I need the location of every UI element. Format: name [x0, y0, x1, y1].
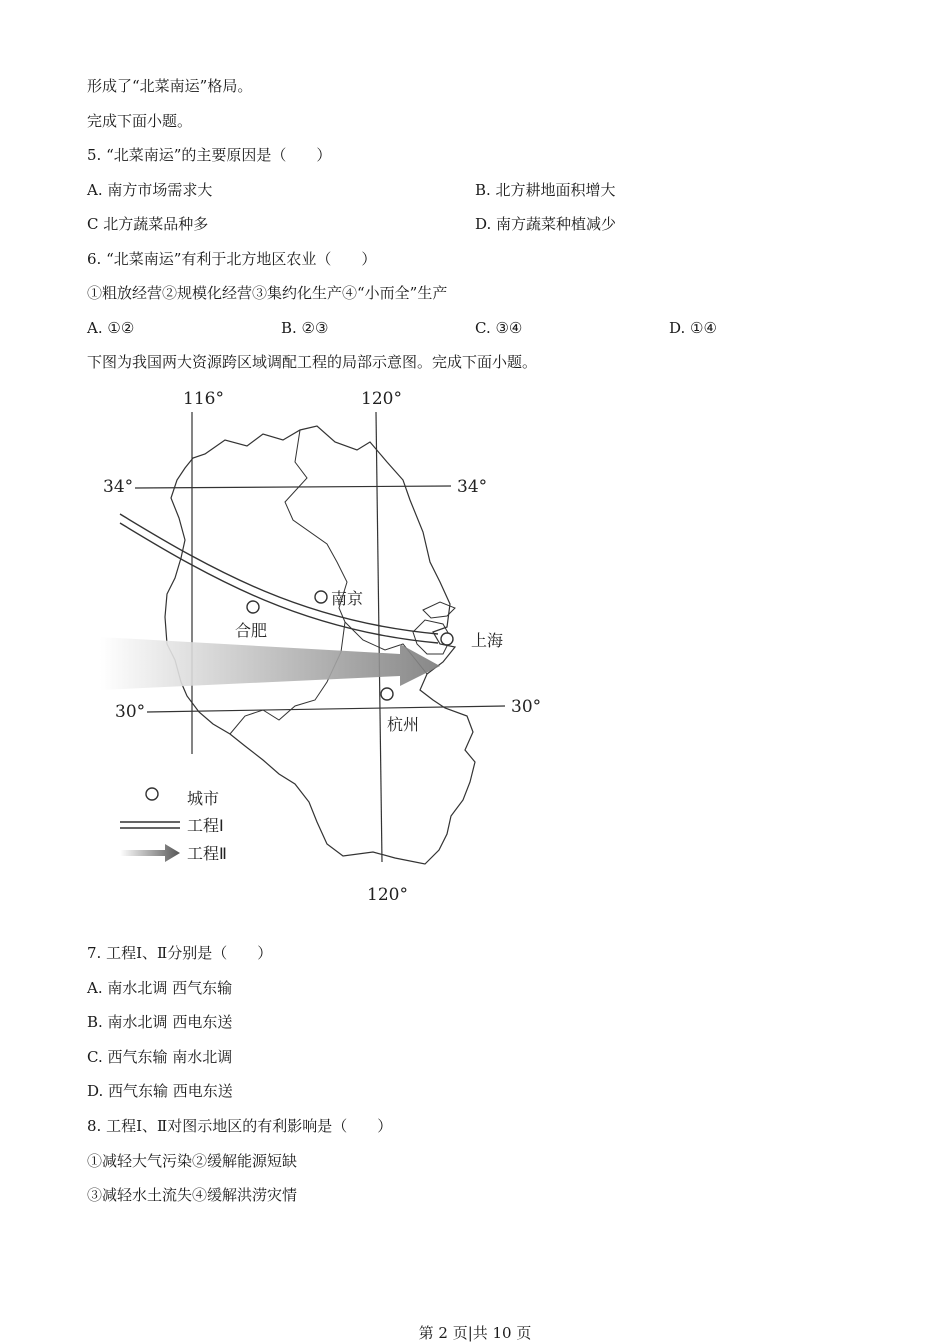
city-label-hefei: 合肥: [235, 621, 268, 640]
q6-items: ①粗放经营②规模化经营③集约化生产④“小而全”生产: [87, 284, 448, 302]
project-1-line-inner: [120, 523, 438, 643]
label-lat-34-right: 34°: [457, 477, 488, 497]
lon-120-line: [376, 412, 382, 862]
q6-stem: 6. “北菜南运”有利于北方地区农业（ ）: [87, 250, 377, 268]
intro-line-1: 形成了“北菜南运”格局。: [87, 77, 253, 95]
q5-option-a: A. 南方市场需求大: [87, 181, 213, 199]
city-label-shanghai: 上海: [471, 631, 504, 650]
city-label-hangzhou: 杭州: [387, 715, 420, 734]
label-lat-30-left: 30°: [115, 702, 146, 722]
label-lat-30-right: 30°: [511, 697, 542, 717]
figure-intro: 下图为我国两大资源跨区域调配工程的局部示意图。完成下面小题。: [87, 353, 538, 371]
q6-option-d: D. ①④: [669, 319, 717, 337]
city-marker-shanghai: [441, 633, 453, 645]
project-1-line-outer: [120, 514, 438, 634]
city-marker-hangzhou: [381, 688, 393, 700]
q6-option-c: C. ③④: [475, 319, 523, 337]
lat-34-line: [135, 486, 451, 488]
label-lat-34-left: 34°: [103, 477, 134, 497]
q6-option-b: B. ②③: [281, 319, 329, 337]
city-marker-nanjing: [315, 591, 327, 603]
q7-option-c: C. 西气东输 南水北调: [87, 1048, 233, 1066]
q7-option-a: A. 南水北调 西气东输: [87, 979, 233, 997]
legend-project-2-label: 工程Ⅱ: [187, 844, 227, 863]
q6-option-a: A. ①②: [87, 319, 135, 337]
q8-items-1: ①减轻大气污染②缓解能源短缺: [87, 1152, 298, 1170]
q5-option-b: B. 北方耕地面积增大: [475, 181, 616, 199]
q7-option-b: B. 南水北调 西电东送: [87, 1013, 233, 1031]
resource-transfer-map: [95, 382, 555, 912]
q7-option-d: D. 西气东输 西电东送: [87, 1082, 233, 1100]
legend-project-1-label: 工程Ⅰ: [187, 816, 224, 835]
legend-city-label: 城市: [187, 789, 220, 808]
q8-items-2: ③减轻水土流失④缓解洪涝灾情: [87, 1186, 298, 1204]
lat-30-line: [147, 706, 505, 712]
q5-option-c: C 北方蔬菜品种多: [87, 215, 209, 233]
legend-city-marker: [146, 788, 158, 800]
q7-stem: 7. 工程Ⅰ、Ⅱ分别是（ ）: [87, 944, 273, 962]
label-lon-116: 116°: [183, 389, 224, 409]
city-label-nanjing: 南京: [331, 589, 364, 608]
label-lon-120-top: 120°: [361, 389, 402, 409]
label-lon-120-bottom: 120°: [367, 885, 408, 905]
city-marker-hefei: [247, 601, 259, 613]
intro-line-2: 完成下面小题。: [87, 112, 193, 130]
legend-project-2-arrow: [120, 844, 180, 862]
q5-stem: 5. “北菜南运”的主要原因是（ ）: [87, 146, 332, 164]
q8-stem: 8. 工程Ⅰ、Ⅱ对图示地区的有利影响是（ ）: [87, 1117, 393, 1135]
project-2-arrow: [100, 637, 440, 690]
q5-option-d: D. 南方蔬菜种植减少: [475, 215, 617, 233]
page-footer: 第 2 页|共 10 页: [418, 1324, 532, 1342]
